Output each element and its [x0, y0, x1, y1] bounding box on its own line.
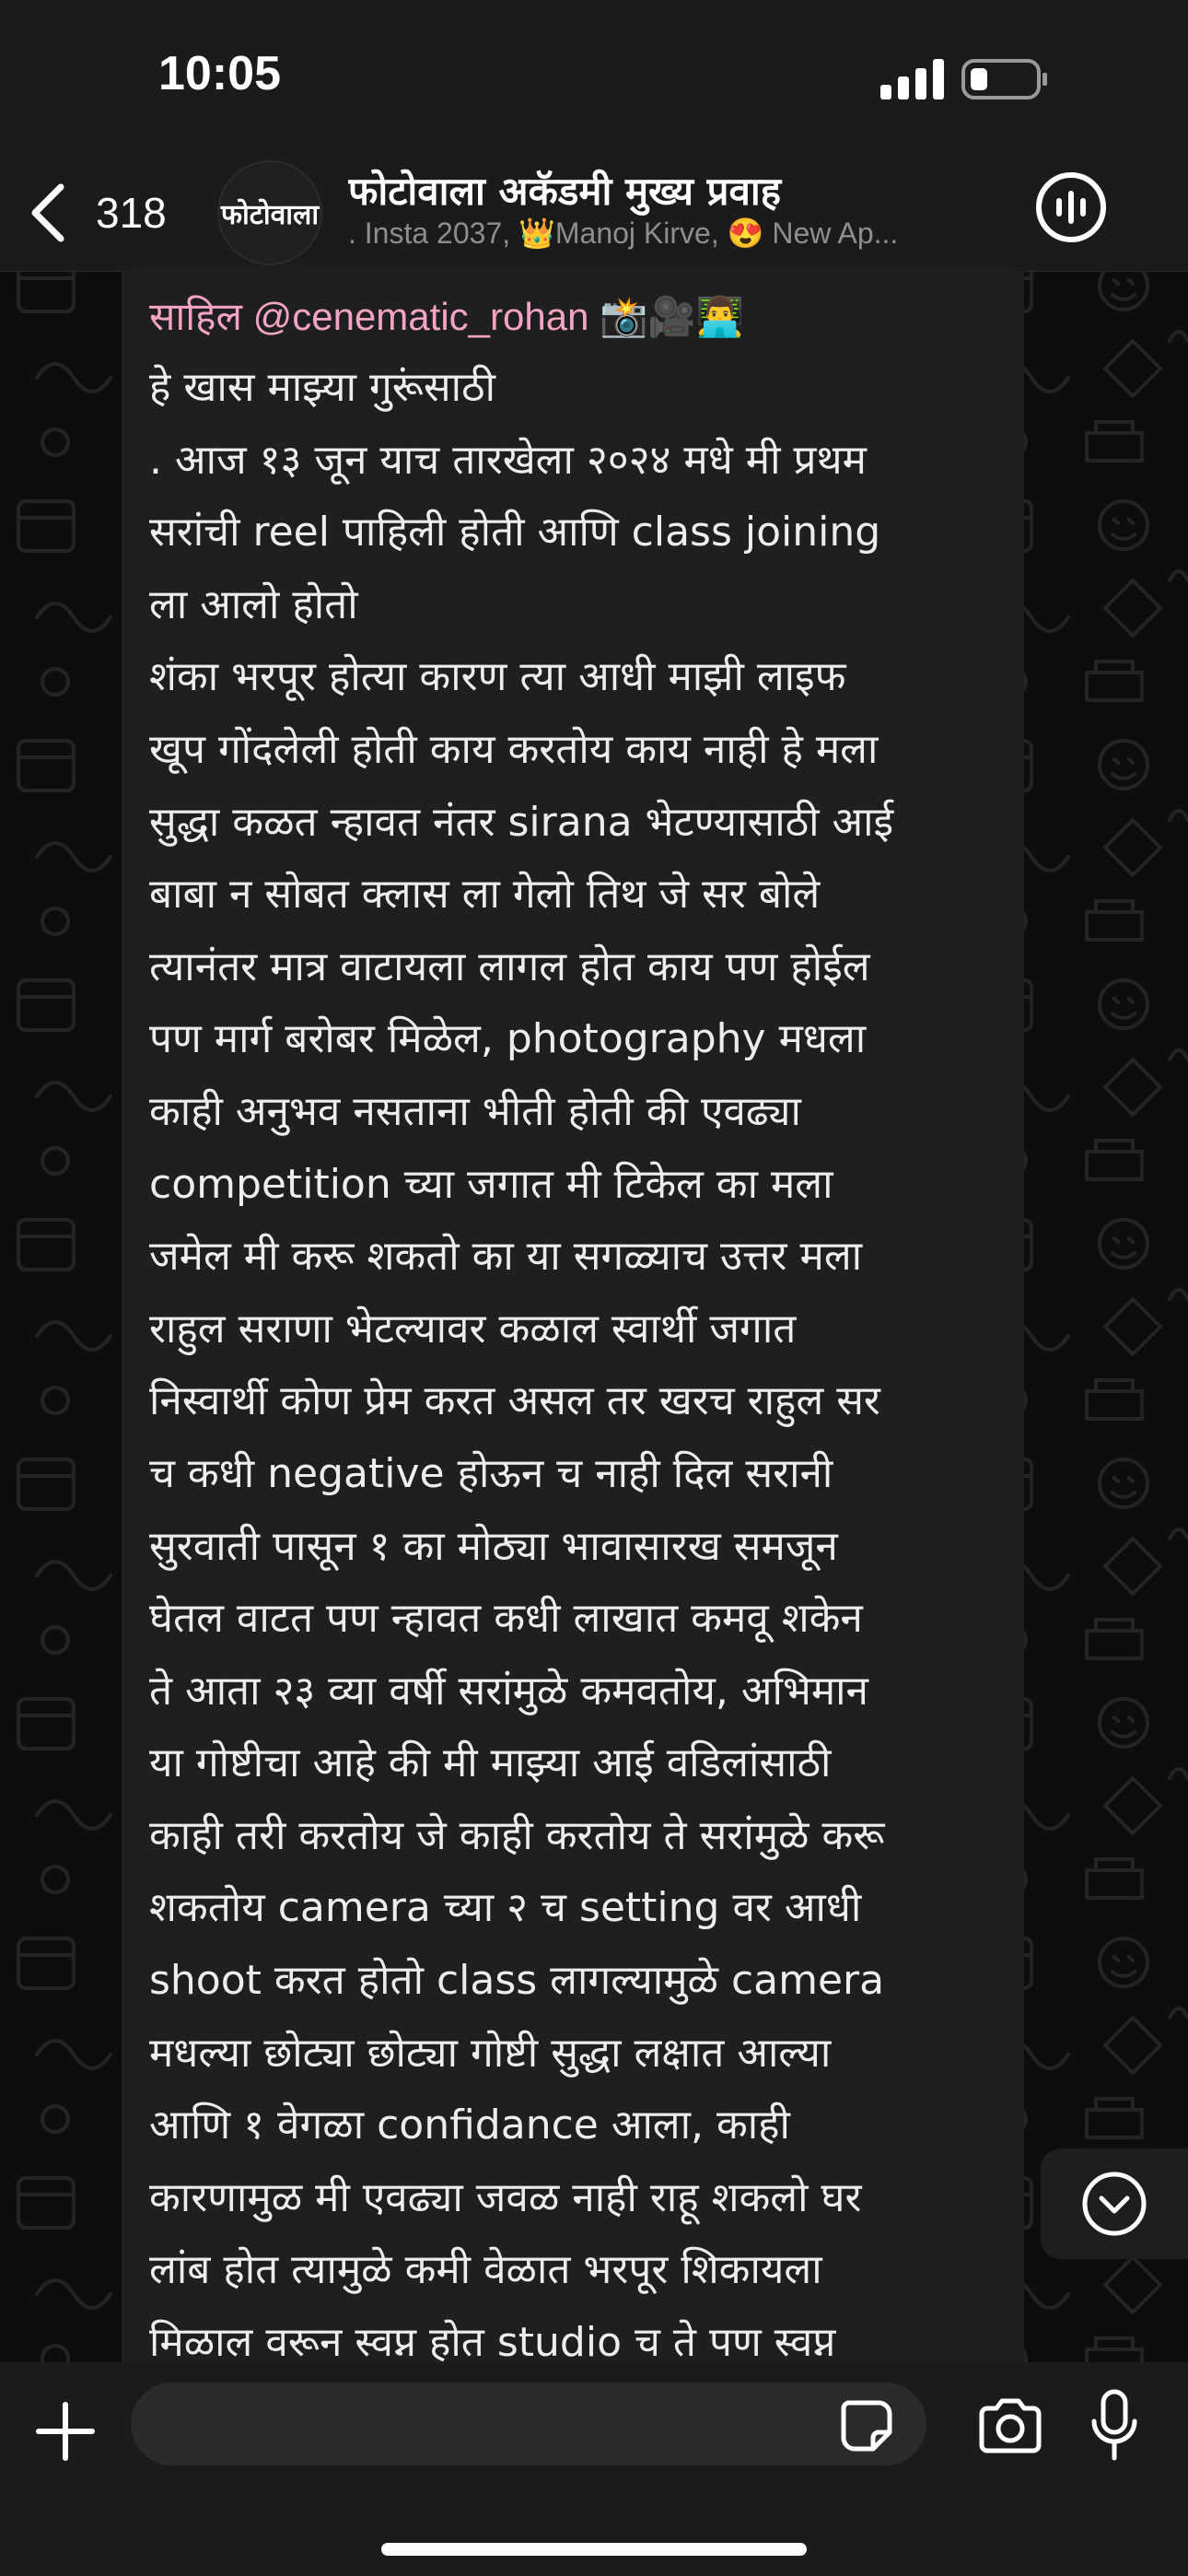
message-line: पण मार्ग बरोबर मिळेल, photography मधला: [149, 1015, 867, 1063]
message-line: काही अनुभव नसताना भीती होती की एवढ्या: [149, 1087, 801, 1135]
group-avatar[interactable]: [217, 160, 322, 265]
message-line: शकतोय camera च्या २ च setting वर आधी: [149, 1884, 862, 1932]
message-line: कारणामुळ मी एवढ्या जवळ नाही राहू शकलो घर: [149, 2173, 862, 2221]
message-line: ला आलो होतो: [149, 580, 358, 628]
message-line: competition च्या जगात मी टिकेल का मला: [149, 1160, 833, 1208]
message-text: [149, 352, 1015, 2362]
home-indicator[interactable]: [381, 2543, 807, 2556]
camera-button[interactable]: [976, 2395, 1044, 2456]
voice-chat-button[interactable]: [1033, 170, 1109, 245]
group-members-preview[interactable]: . Insta 2037, 👑Manoj Kirve, 😍 New Ap...: [348, 217, 899, 250]
message-line: काही तरी करतोय जे काही करतोय ते सरांमुळे करू: [149, 1811, 885, 1859]
chat-header: [0, 157, 1188, 272]
message-line: मिळाल वरून स्वप्न होत studio च ते पण स्वप्न: [149, 2319, 836, 2362]
message-line: मधल्या छोट्या छोट्या गोष्टी सुद्धा लक्षात आल्या: [149, 2029, 832, 2077]
message-line: शंका भरपूर होत्या कारण त्या आधी माझी लाइफ: [149, 653, 846, 701]
chevron-down-circle-icon: [1079, 2169, 1149, 2239]
message-line: या गोष्टीचा आहे की मी माझ्या आई वडिलांसाठी: [149, 1739, 832, 1787]
message-line: हे खास माझ्या गुरूंसाठी: [149, 364, 496, 411]
avatar-logo-text: फोटोवाला: [220, 198, 320, 231]
message-line: सुद्धा कळत न्हावत नंतर sirana भेटण्यासाठी आई: [149, 798, 894, 846]
message-input-bar: [0, 2362, 1188, 2576]
status-bar: [0, 0, 1188, 157]
message-line: त्यानंतर मात्र वाटायला लागल होत काय पण होईल: [149, 943, 870, 990]
message-line: shoot करत होतो class लागल्यामुळे camera: [149, 1957, 885, 2005]
group-title[interactable]: फोटोवाला अकॅडमी मुख्य प्रवाह: [348, 169, 782, 214]
message-line: जमेल मी करू शकतो का या सगळ्याच उत्तर मला: [149, 1233, 863, 1281]
status-time: 10:05: [158, 47, 281, 100]
message-line: खूप गोंदलेली होती काय करतोय काय नाही हे मला: [149, 725, 879, 773]
attach-button[interactable]: [33, 2399, 98, 2464]
scroll-to-bottom-button[interactable]: [1041, 2149, 1188, 2259]
message-line: च कधी negative होऊन च नाही दिल सरानी: [149, 1449, 833, 1497]
message-line: . आज १३ जून याच तारखेला २०२४ मधे मी प्रथम: [149, 436, 867, 484]
message-line: सुरवाती पासून १ का मोठ्या भावासारख समजून: [149, 1522, 838, 1570]
message-bubble[interactable]: [122, 271, 1024, 2362]
sender-name[interactable]: साहिल @cenematic_rohan 📸🎥👨‍💻: [149, 295, 744, 338]
battery-icon: [961, 59, 1048, 100]
sticker-button[interactable]: [838, 2397, 895, 2454]
message-line: राहुल सराणा भेटल्यावर कळाल स्वार्थी जगात: [149, 1305, 797, 1352]
chevron-left-icon: [28, 183, 68, 242]
message-line: सरांची reel पाहिली होती आणि class joining: [149, 509, 881, 556]
unread-count: 318: [96, 189, 167, 237]
microphone-button[interactable]: [1090, 2388, 1138, 2464]
message-line: बाबा न सोबत क्लास ला गेलो तिथ जे सर बोले: [149, 871, 821, 919]
message-input[interactable]: [131, 2383, 926, 2465]
message-line: लांब होत त्यामुळे कमी वेळात भरपूर शिकायला: [149, 2246, 822, 2294]
message-line: ते आता २३ व्या वर्षी सरांमुळे कमवतोय, अभिमान: [149, 1667, 868, 1715]
message-line: आणि १ वेगळा confidance आला, काही: [149, 2102, 790, 2149]
message-line: निस्वार्थी कोण प्रेम करत असल तर खरच राहुल सर: [149, 1377, 880, 1425]
cellular-signal-icon: [880, 59, 945, 100]
back-button[interactable]: [28, 173, 184, 252]
message-line: घेतल वाटत पण न्हावत कधी लाखात कमवू शकेन: [149, 1595, 863, 1643]
